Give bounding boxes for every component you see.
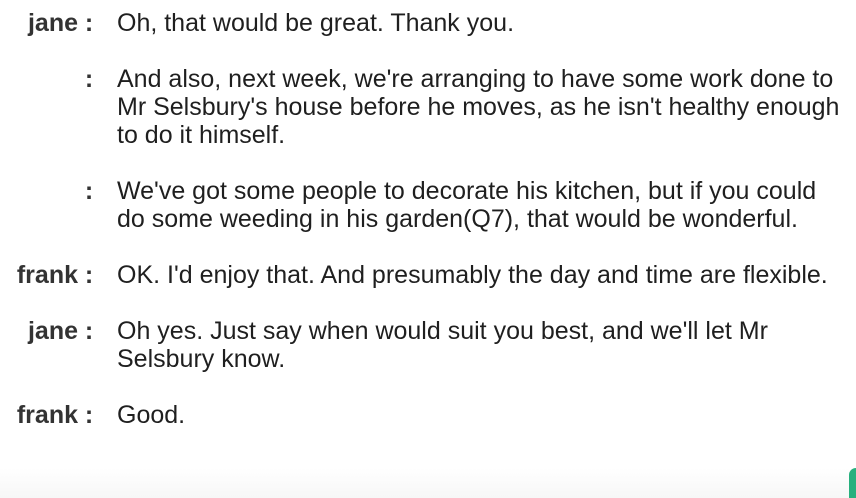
dialogue-line (0, 65, 856, 149)
dialogue-line (0, 261, 856, 289)
dialogue-text: Oh, that would be great. Thank you. (117, 9, 515, 37)
dialogue-text: OK. I'd enjoy that. And presumably the day and time are flexible. (117, 261, 828, 289)
speaker-colon: : (84, 65, 94, 93)
dialogue-line (0, 177, 856, 233)
speaker-colon: : (84, 9, 94, 37)
dialogue-transcript (0, 9, 856, 429)
side-tab-handle[interactable] (849, 468, 856, 498)
speaker-name: frank (16, 261, 78, 289)
speaker-colon: : (84, 261, 94, 289)
dialogue-text: Good. (117, 401, 186, 429)
dialogue-text: And also, next week, we're arranging to have some work done to Mr Selsbury's house before he moves, as he isn't healthy enough to do it himself. (117, 65, 840, 149)
dialogue-line (0, 401, 856, 429)
speaker-colon: : (84, 401, 94, 429)
dialogue-line (0, 317, 856, 373)
bottom-fade (0, 468, 856, 498)
speaker-colon: : (84, 317, 94, 345)
dialogue-line (0, 9, 856, 37)
speaker-colon: : (84, 177, 94, 205)
dialogue-text: Oh yes. Just say when would suit you best, and we'll let Mr Selsbury know. (117, 317, 768, 373)
speaker-name: jane (27, 9, 78, 37)
dialogue-text: We've got some people to decorate his kitchen, but if you could do some weeding in his garden(Q7), that would be wonderful. (117, 177, 817, 233)
speaker-name: frank (16, 401, 78, 429)
speaker-name: jane (27, 317, 78, 345)
